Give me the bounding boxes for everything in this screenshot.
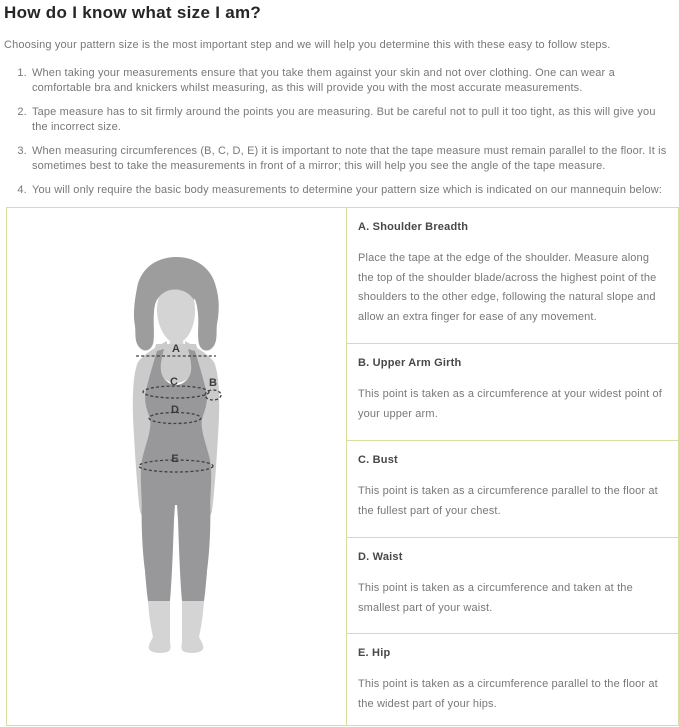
measurement-description: This point is taken as a circumference parallel to the floor at the widest part of your hips. [358,678,658,710]
mannequin-left-foot [148,601,171,653]
measurement-description: This point is taken as a circumference parallel to the floor at the fullest part of your chest. [358,485,658,517]
measurement-description: This point is taken as a circumference at your widest point of your upper arm. [358,388,662,420]
mannequin-illustration [7,208,347,725]
measurement-heading: A. Shoulder Breadth [358,221,469,233]
measurement-description: Place the tape at the edge of the shoulder. Measure along the top of the shoulder blade/across the highest point of the shoulders to the other edge, following the natural slope and allow an extra finger for ease of any movement. [358,252,657,323]
measurement-table [6,207,679,726]
label-e: E [171,453,179,465]
measurement-description: This point is taken as a circumference and taken at the smallest part of your waist. [358,582,633,614]
measurement-row-bust [347,441,678,538]
intro-paragraph: Choosing your pattern size is the most important step and we will help you determine this with these easy to follow steps. [4,39,611,51]
measuring-steps-list [4,66,673,198]
mannequin-leggings [142,498,211,601]
page-title: How do I know what size I am? [4,3,262,22]
measurement-row-shoulder [347,208,678,344]
measurement-row-upper-arm [347,344,678,441]
measurement-heading: E. Hip [358,647,391,659]
label-c: C [170,376,178,388]
mannequin-cell [7,208,347,725]
step-item-3: 3. When measuring circumferences (B, C, D, E) it is important to note that the tape measure must remain parallel to the floor. It is sometimes best to take the measurements in front of a mirror; this will help you see the angle of the tape measure. [30,144,673,174]
label-b: B [209,377,217,389]
measurement-heading: D. Waist [358,551,403,563]
measurement-heading: C. Bust [358,454,398,466]
measurement-heading: B. Upper Arm Girth [358,357,462,369]
measurement-descriptions [347,208,678,725]
measurement-row-hip [347,634,678,725]
step-item-1: 1. When taking your measurements ensure that you take them against your skin and not over clothing. One can wear a comfortable bra and knickers whilst measuring, as this will provide you with the most accurate measurements. [30,66,673,96]
measurement-row-waist [347,538,678,634]
step-item-2: 2. Tape measure has to sit firmly around the points you are measuring. But be careful not to pull it too tight, as this will give you the incorrect size. [30,105,673,135]
label-d: D [171,404,179,416]
step-item-4: 4. You will only require the basic body measurements to determine your pattern size which is indicated on our mannequin below: [30,183,673,198]
mannequin-right-foot [181,601,204,653]
label-a: A [172,343,180,355]
